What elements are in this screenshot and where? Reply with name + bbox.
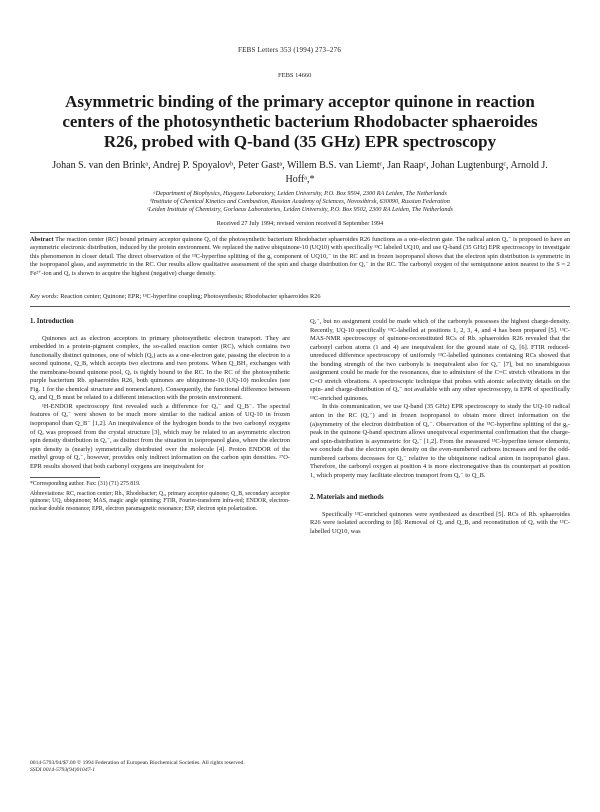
ssdi-line: SSDI 0014-5793(94)01047-1 [30,767,96,774]
abbreviations-note: Abbreviations: RC, reaction center; Rb., Rhodobacter; Qₐ, primary acceptor quinone; Q_B, secondary acceptor quinone; UQ, ubiquinone; MAS, magic angle spinning; FTIR, Fourier-transform infra-red; ENDOR, electron-nuclear double resonance; EPR, electron paramagnetic resonance; ESP, electron spin polarization. [30,490,290,512]
febs-article-id: FEBS 14660 [278,72,312,79]
divider-top [30,232,570,233]
keywords [30,293,570,301]
copyright-block [30,760,290,774]
keywords-text: Reaction center; Quinone; EPR; ¹³C-hyperfine coupling; Photosynthesis; Rhodobacter sphaeroides R26 [60,293,321,300]
section-heading-methods: 2. Materials and methods [310,494,384,502]
journal-reference: FEBS Letters 353 (1994) 273–276 [238,46,342,54]
affiliation-a: ᵃDepartment of Biophysics, Huygens Laboratory, Leiden University, P.O. Box 9504, 2300 RA Leiden, The Netherlands [153,190,447,197]
left-column [30,318,290,513]
affiliation-b: ᵇInstitute of Chemical Kinetics and Combustion, Russian Academy of Sciences, Novosibirsk, 630090, Russian Federation [150,198,450,206]
author-list: Johan S. van den Brinkᵃ, Andrej P. Spoyalovᵇ, Peter Gastᵃ, Willem B.S. van Liemtᶜ, Jan Raapᶜ, Johan Lugtenburgᶜ, Arnold J. Hoffᵃ,* [52,160,548,185]
keywords-label: Key words: [30,293,59,300]
abstract-text: The reaction center (RC) bound primary acceptor quinone Qₐ of the photosynthetic bacterium Rhodobacter sphaeroides R26 functions as a one-electron gate. The radical anion Qₐ⁻ is proposed to have an asymmetric electronic distribution, induced by the protein environment. We replaced the native ubiquinone-10 (UQ10) with specifically ¹³C labeled UQ10, and use Q-band (35 GHz) EPR spectroscopy to investigate this phenomenon in closer detail. The direct observation of the ¹³C-hyperfine splitting of the gᵧ component of UQ10ₐ⁻ in the RC and in frozen isopropanol shows that the electron spin distribution is symmetric in the isopropanol glass, and asymmetric in the RC. Our results allow qualitative assessment of the spin and charge distribution for Qₐ⁻ in the RC. The carbonyl oxygen of the semiquinone anion nearest to the S = 2 Fe²⁺-ion and Qₐ is shown to acquire the highest (negative) charge density. [30,236,570,277]
intro-paragraph-1: Quinones act as electron acceptors in primary photosynthetic electron transport. They are embedded in a protein-pigment complex, the so-called reaction center (RC), which contains two functionally distinct quinones, one of which (Qₐ) acts as a one-electron gate, passing the electron to a second quinone, Q_B, which accepts two electrons and two protons. When Q_BH₂ exchanges with the membrane-bound quinone pool, Qₐ is tightly bound to the RC. In the RC of the photosynthetic purple bacterium Rb. sphaeroides R26, both quinones are ubiquinone-10 (UQ-10) molecules (see Fig. 1 for the chemical structure and nomenclature). Consequently, the functional difference between Qₐ and Q_B must be related to a different interaction with the protein environment. [30,334,290,402]
footnote-divider [30,477,100,478]
intro-paragraph-continued: Qₐ⁻, but no assignment could be made which of the carbonyls possesses the highest charge-density. Recently, UQ-10 specifically ¹³C-labelled at positions 1, 2, 3, 4, and 4 has been prepared [5]. ¹³C-MAS-NMR spectroscopy of quinone-reconstituted RCs of Rb. sphaeroides R26 revealed that the carbonyl carbon atoms (1 and 4) are inequivalent for the ground state of Qₐ [6]. FTIR reduced-unreduced difference spectroscopy of uniformly ¹³C-labelled quinones containing RCs showed that the bonding strength of the two carbonyls is inequivalent also for Qₐ⁻ [7], but no unambiguous assignment could be made for the resonances, due to admixture of the C=C stretch vibrations in the C=O stretch vibrations. A spectroscopic technique that probes with atomic selectivity details on the spin- and charge-distribution of Qₐ⁻ not available with any other spectroscopy, is EPR of specifically ¹³C-enriched quinones. [310,318,570,402]
methods-paragraph: Specifically ¹³C-enriched quinones were synthesized as described [5]. RCs of Rb. sphaeroides R26 were isolated according to [8]. Removal of Qₐ and Q_B, and reconstitution of Qₐ with the ¹³C-labelled UQ10, was [310,510,570,536]
intro-paragraph-2: ¹H-ENDOR spectroscopy first revealed such a difference for Qₐ⁻ and Q_B⁻. The spectral features of Qₐ⁻ were shown to be much more similar to the radical anion of UQ-10 in frozen isopropanol than Q_B⁻ [1,2]. An inequivalence of the hydrogen bonds to the two carbonyl oxygens of Qₐ was proposed from the crystal structure [3], which may be related to an asymmetric electron spin density distribution in Qₐ⁻, as distinct from the situation in isopropanol glass, where the electron spin density is (nearly) symmetrically distributed over the molecule [4]. Proton ENDOR of the methyl group of Qₐ⁻, however, provides only indirect information on the carbon spin densities. ¹⁷O-EPR results showed that both carbonyl oxygens are inequivalent for [30,402,290,470]
divider-bottom [30,306,570,307]
paper-title: Asymmetric binding of the primary acceptor quinone in reaction centers of the photosynthetic bacterium Rhodobacter sphaeroides R26, probed with Q-band (35 GHz) EPR spectroscopy [62,92,538,151]
abstract [30,236,570,278]
corresponding-author-note: *Corresponding author. Fax: (31) (71) 275 819. [30,481,141,488]
section-heading-introduction: 1. Introduction [30,318,74,325]
copyright-line: 0014-5793/94/$7.00 © 1994 Federation of European Biochemical Societies. All rights reserved. [30,760,245,766]
intro-paragraph-communication: In this communication, we use Q-band (35 GHz) EPR spectroscopy to study the UQ-10 radical anion in the RC (Qₐ⁻) and in frozen isopropanol to obtain more direct information on the (a)symmetry of the electron distribution of Qₐ⁻. Observation of the ¹³C-hyperfine splitting of the gᵧ-peak in the quinone Q-band spectrum allows unequivocal experimental confirmation that the charge- and spin-distribution is asymmetric for Qₐ⁻ [1,2]. From the measured ¹³C-hyperfine tensor elements, we conclude that the electron spin density on the even-numbered carbons increases and for the odd-numbered carbons decreases for Qₐ⁻ relative to the ubiquinone radical anion in isopropanol glass. Therefore, the carbonyl oxygen at position 4 is more electronegative than its counterpart at position 1, which property may facilitate electron transport from Qₐ⁻ to Q_B. [310,403,570,479]
received-date: Received 27 July 1994; revised version received 8 September 1994 [216,220,384,227]
affiliations [60,190,540,215]
right-column [310,318,570,537]
abstract-label: Abstract [30,236,54,243]
affiliation-c: ᶜLeiden Institute of Chemistry, Gorlaeus Laboratories, Leiden University, P.O. Box 9502, 2300 RA Leiden, The Netherlands [147,206,453,214]
